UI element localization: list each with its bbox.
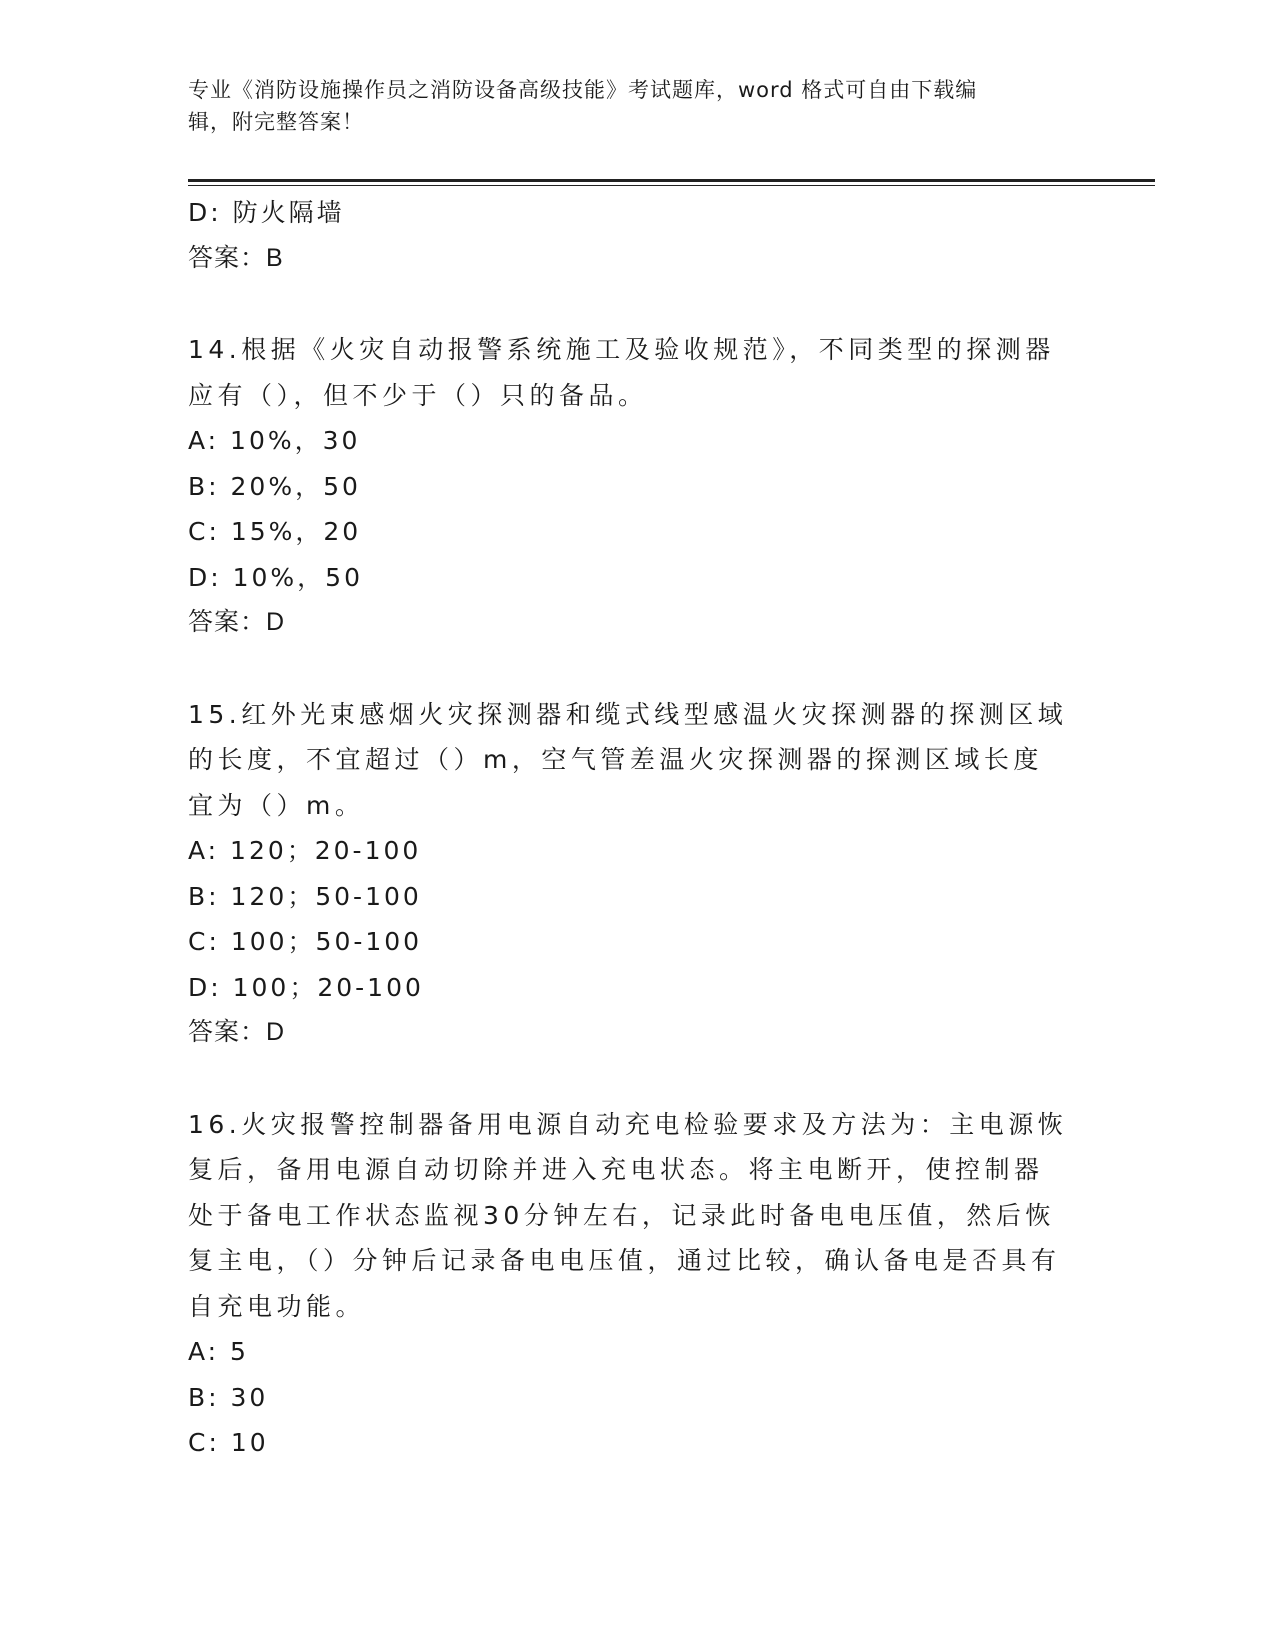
document-header: 专业《消防设施操作员之消防设备高级技能》考试题库，word 格式可自由下载编 辑，附完整答案！	[188, 78, 978, 134]
option-a: A: 5	[188, 1337, 249, 1366]
question-16	[188, 1102, 1088, 1466]
option-c: C: 10	[188, 1428, 269, 1457]
answer-line: 答案：D	[188, 608, 286, 636]
question-stem: 15.红外光束感烟火灾探测器和缆式线型感温火灾探测器的探测区域的长度，不宜超过（）m，空气管差温火灾探测器的探测区域长度宜为（）m。	[188, 699, 1068, 820]
question-15	[188, 692, 1088, 1056]
option-d: D: 10%，50	[188, 562, 363, 592]
header-divider-thin	[188, 185, 1155, 186]
question-stem: 16.火灾报警控制器备用电源自动充电检验要求及方法为：主电源恢复后，备用电源自动切除并进入充电状态。将主电断开，使控制器处于备电工作状态监视30分钟左右，记录此时备电电压值，然后恢复主电，（）分钟后记录备电电压值，通过比较，确认备电是否具有自充电功能。	[188, 1109, 1068, 1321]
spacer	[188, 646, 1088, 692]
option-b: B: 120；50-100	[188, 881, 422, 911]
question-content	[188, 190, 1088, 1466]
option-a: A: 120；20-100	[188, 836, 422, 865]
question-stem: 14.根据《火灾自动报警系统施工及验收规范》，不同类型的探测器应有（），但不少于（）只的备品。	[188, 335, 1055, 410]
answer-line: 答案：D	[188, 1018, 286, 1046]
option-a: A: 10%，30	[188, 426, 361, 455]
option-b: B: 30	[188, 1382, 269, 1412]
spacer	[188, 281, 1088, 327]
option-c: C: 100；50-100	[188, 927, 423, 956]
spacer	[188, 1056, 1088, 1102]
question-14	[188, 327, 1088, 646]
answer-line: 答案：B	[188, 243, 284, 272]
option-d: D: 100；20-100	[188, 972, 424, 1002]
option-b: B: 20%，50	[188, 471, 361, 501]
option-c: C: 15%，20	[188, 517, 362, 546]
option-d: D: 防火隔墙	[188, 198, 345, 227]
header-divider-thick	[188, 179, 1155, 182]
